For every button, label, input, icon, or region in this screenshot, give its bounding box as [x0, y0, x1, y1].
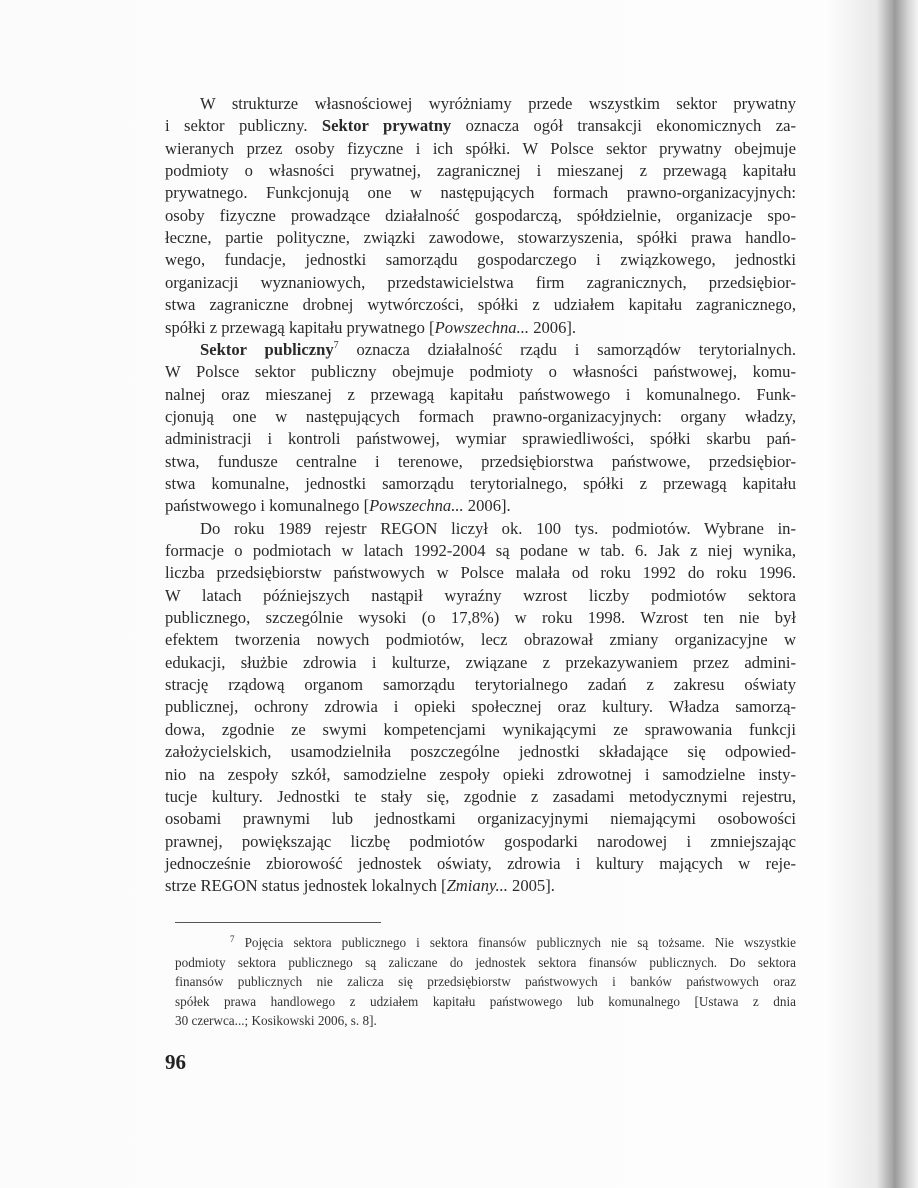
text-segment: W latach późniejszych nastąpił wyraźny wzrost liczby podmiotów sektora — [165, 585, 796, 605]
text-segment: spółki z przewagą kapitału prywatnego [ — [165, 317, 435, 337]
text-line — [165, 161, 796, 181]
text-line — [165, 250, 796, 270]
text-line — [165, 832, 796, 852]
text-line — [165, 720, 796, 740]
text-line — [165, 116, 796, 136]
text-segment: podmioty sektora publicznego są zaliczane do jednostek sektora finansów publicznych. Do sektora — [175, 954, 796, 970]
text-segment: założycielskich, usamodzielniła poszczególne jednostki składające się odpowied- — [165, 742, 796, 762]
text-line — [165, 228, 796, 248]
text-segment: administracji i kontroli państwowej, wymiar sprawiedliwości, spółki skarbu pań- — [165, 429, 796, 449]
text-segment: publicznego, szczególnie wysoki (o 17,8%) w roku 1998. Wzrost ten nie był — [165, 608, 796, 628]
text-line — [165, 362, 796, 382]
text-line — [165, 541, 796, 561]
text-line — [165, 563, 796, 583]
citation: Zmiany... — [446, 876, 508, 896]
text-segment: W Polsce sektor publiczny obejmuje podmioty o własności państwowej, komu- — [165, 362, 796, 382]
text-segment: strację rządową organom samorządu terytorialnego zadań z zakresu oświaty — [165, 675, 796, 695]
text-line — [165, 697, 796, 717]
footnote-divider — [175, 922, 381, 923]
text-segment: finansów publicznych nie zalicza się przedsiębiorstw państwowych i banków państwowych oraz — [175, 974, 796, 989]
text-line — [165, 318, 796, 338]
text-line — [165, 787, 796, 807]
text-segment: państwowego i komunalnego [ — [165, 496, 370, 516]
text-segment: dowa, zgodnie ze swymi kompetencjami wynikającymi ze sprawowania funkcji — [165, 719, 796, 739]
text-segment: organizacji wyznaniowych, przedstawicielstwa firm zagranicznych, przedsiębior- — [165, 272, 796, 292]
text-line — [200, 340, 796, 360]
footnote-marker: 7 — [230, 934, 235, 944]
text-segment: wego, fundacje, jednostki samorządu gospodarczego i związkowego, jednostki — [165, 250, 796, 270]
text-segment: osobami prawnymi lub jednostkami organizacyjnymi niemającymi osobowości — [165, 809, 796, 829]
text-segment: cjonują one w następujących formach prawno-organizacyjnych: organy władzy, — [165, 406, 796, 426]
text-line — [165, 273, 796, 293]
text-line — [165, 630, 796, 650]
text-segment: prawnej, powiększając liczbę podmiotów gospodarki narodowej i zmniejszając — [165, 831, 796, 851]
footnote-line — [175, 994, 796, 1010]
text-segment: spółek prawa handlowego z udziałem kapitału państwowego lub komunalnego [Ustawa z dnia — [175, 993, 796, 1009]
text-line — [165, 452, 796, 472]
text-line — [165, 742, 796, 762]
text-segment: Pojęcia sektora publicznego i sektora finansów publicznych nie są tożsame. Nie wszystkie — [234, 935, 796, 950]
text-segment: oznacza ogół transakcji ekonomicznych za- — [451, 116, 796, 136]
text-line — [165, 295, 796, 315]
text-segment: łeczne, partie polityczne, związki zawodowe, stowarzyszenia, spółki prawa handlo- — [165, 228, 796, 248]
text-line — [165, 653, 796, 673]
text-line — [165, 809, 796, 829]
bold-term: Sektor publiczny — [200, 339, 334, 359]
footnote-marker: 7 — [333, 339, 339, 351]
citation: Powszechna... — [369, 496, 464, 516]
text-segment: nio na zespoły szkół, samodzielne zespoły opieki zdrowotnej i samodzielne insty- — [165, 764, 796, 784]
text-segment: podmioty o własności prywatnej, zagranicznej i mieszanej z przewagą kapitału — [165, 161, 796, 181]
text-segment: stwa komunalne, jednostki samorządu terytorialnego, spółki z przewagą kapitału — [165, 473, 796, 493]
text-segment: edukacji, służbie zdrowia i kulturze, związane z przekazywaniem przez admini- — [165, 652, 796, 672]
text-segment: osoby fizyczne prowadzące działalność gospodarczą, spółdzielnie, organizacje spo- — [165, 205, 796, 225]
text-line — [165, 183, 796, 203]
text-segment: Do roku 1989 rejestr REGON liczył ok. 100 tys. podmiotów. Wybrane in- — [200, 518, 796, 538]
text-line — [165, 139, 796, 159]
text-segment: tucje kultury. Jednostki te stały się, zgodnie z zasadami metodycznymi rejestru, — [165, 786, 796, 806]
text-segment: publicznej, ochrony zdrowia i opieki społecznej oraz kultury. Władza samorzą- — [165, 697, 796, 717]
text-segment: oznacza działalność rządu i samorządów terytorialnych. — [338, 339, 796, 359]
text-segment: strze REGON status jednostek lokalnych [ — [165, 876, 447, 896]
text-segment: 30 czerwca...; Kosikowski 2006, s. 8]. — [175, 1013, 377, 1028]
text-segment: 2005]. — [507, 876, 555, 896]
text-line — [200, 519, 796, 539]
text-segment: formacje o podmiotach w latach 1992-2004 są podane w tab. 6. Jak z niej wynika, — [165, 541, 796, 560]
citation: Powszechna... — [434, 317, 530, 337]
text-line — [165, 675, 796, 695]
footnote-line — [230, 935, 796, 951]
text-line — [165, 496, 796, 516]
text-line — [165, 474, 796, 494]
text-segment: nalnej oraz mieszanej z przewagą kapitału państwowego i komunalnego. Funk- — [165, 384, 796, 404]
text-segment: W strukturze własnościowej wyróżniamy przede wszystkim sektor prywatny — [200, 94, 796, 113]
text-segment: wieranych przez osoby fizyczne i ich spółki. W Polsce sektor prywatny obejmuje — [165, 138, 796, 158]
footnote-line — [175, 974, 796, 990]
text-line — [165, 876, 796, 896]
text-segment: 2006]. — [529, 317, 577, 337]
text-segment: 2006]. — [463, 496, 511, 516]
text-line — [165, 385, 796, 405]
text-segment: i sektor publiczny. — [165, 116, 322, 136]
text-line — [165, 586, 796, 606]
text-segment: liczba przedsiębiorstw państwowych w Polsce malała od roku 1992 do roku 1996. — [165, 563, 796, 583]
text-segment: prywatnego. Funkcjonują one w następujących formach prawno-organizacyjnych: — [165, 183, 796, 203]
text-line — [165, 765, 796, 785]
text-line — [165, 854, 796, 874]
text-line — [165, 206, 796, 226]
footnote-line — [175, 1013, 796, 1029]
text-line — [165, 429, 796, 449]
text-segment: efektem tworzenia nowych podmiotów, lecz obrazował zmiany organizacyjne w — [165, 630, 796, 650]
footnote-line — [175, 955, 796, 971]
text-line — [165, 608, 796, 628]
text-segment: stwa zagraniczne drobnej wytwórczości, spółki z udziałem kapitału zagranicznego, — [165, 295, 796, 315]
text-segment: jednocześnie zbiorowość jednostek oświaty, zdrowia i kultury mających w reje- — [165, 853, 796, 873]
text-segment: stwa, fundusze centralne i terenowe, przedsiębiorstwa państwowe, przedsiębior- — [165, 451, 796, 471]
text-line — [165, 407, 796, 427]
page-number: 96 — [165, 1050, 186, 1074]
bold-term: Sektor prywatny — [321, 116, 452, 136]
text-line — [200, 94, 796, 114]
